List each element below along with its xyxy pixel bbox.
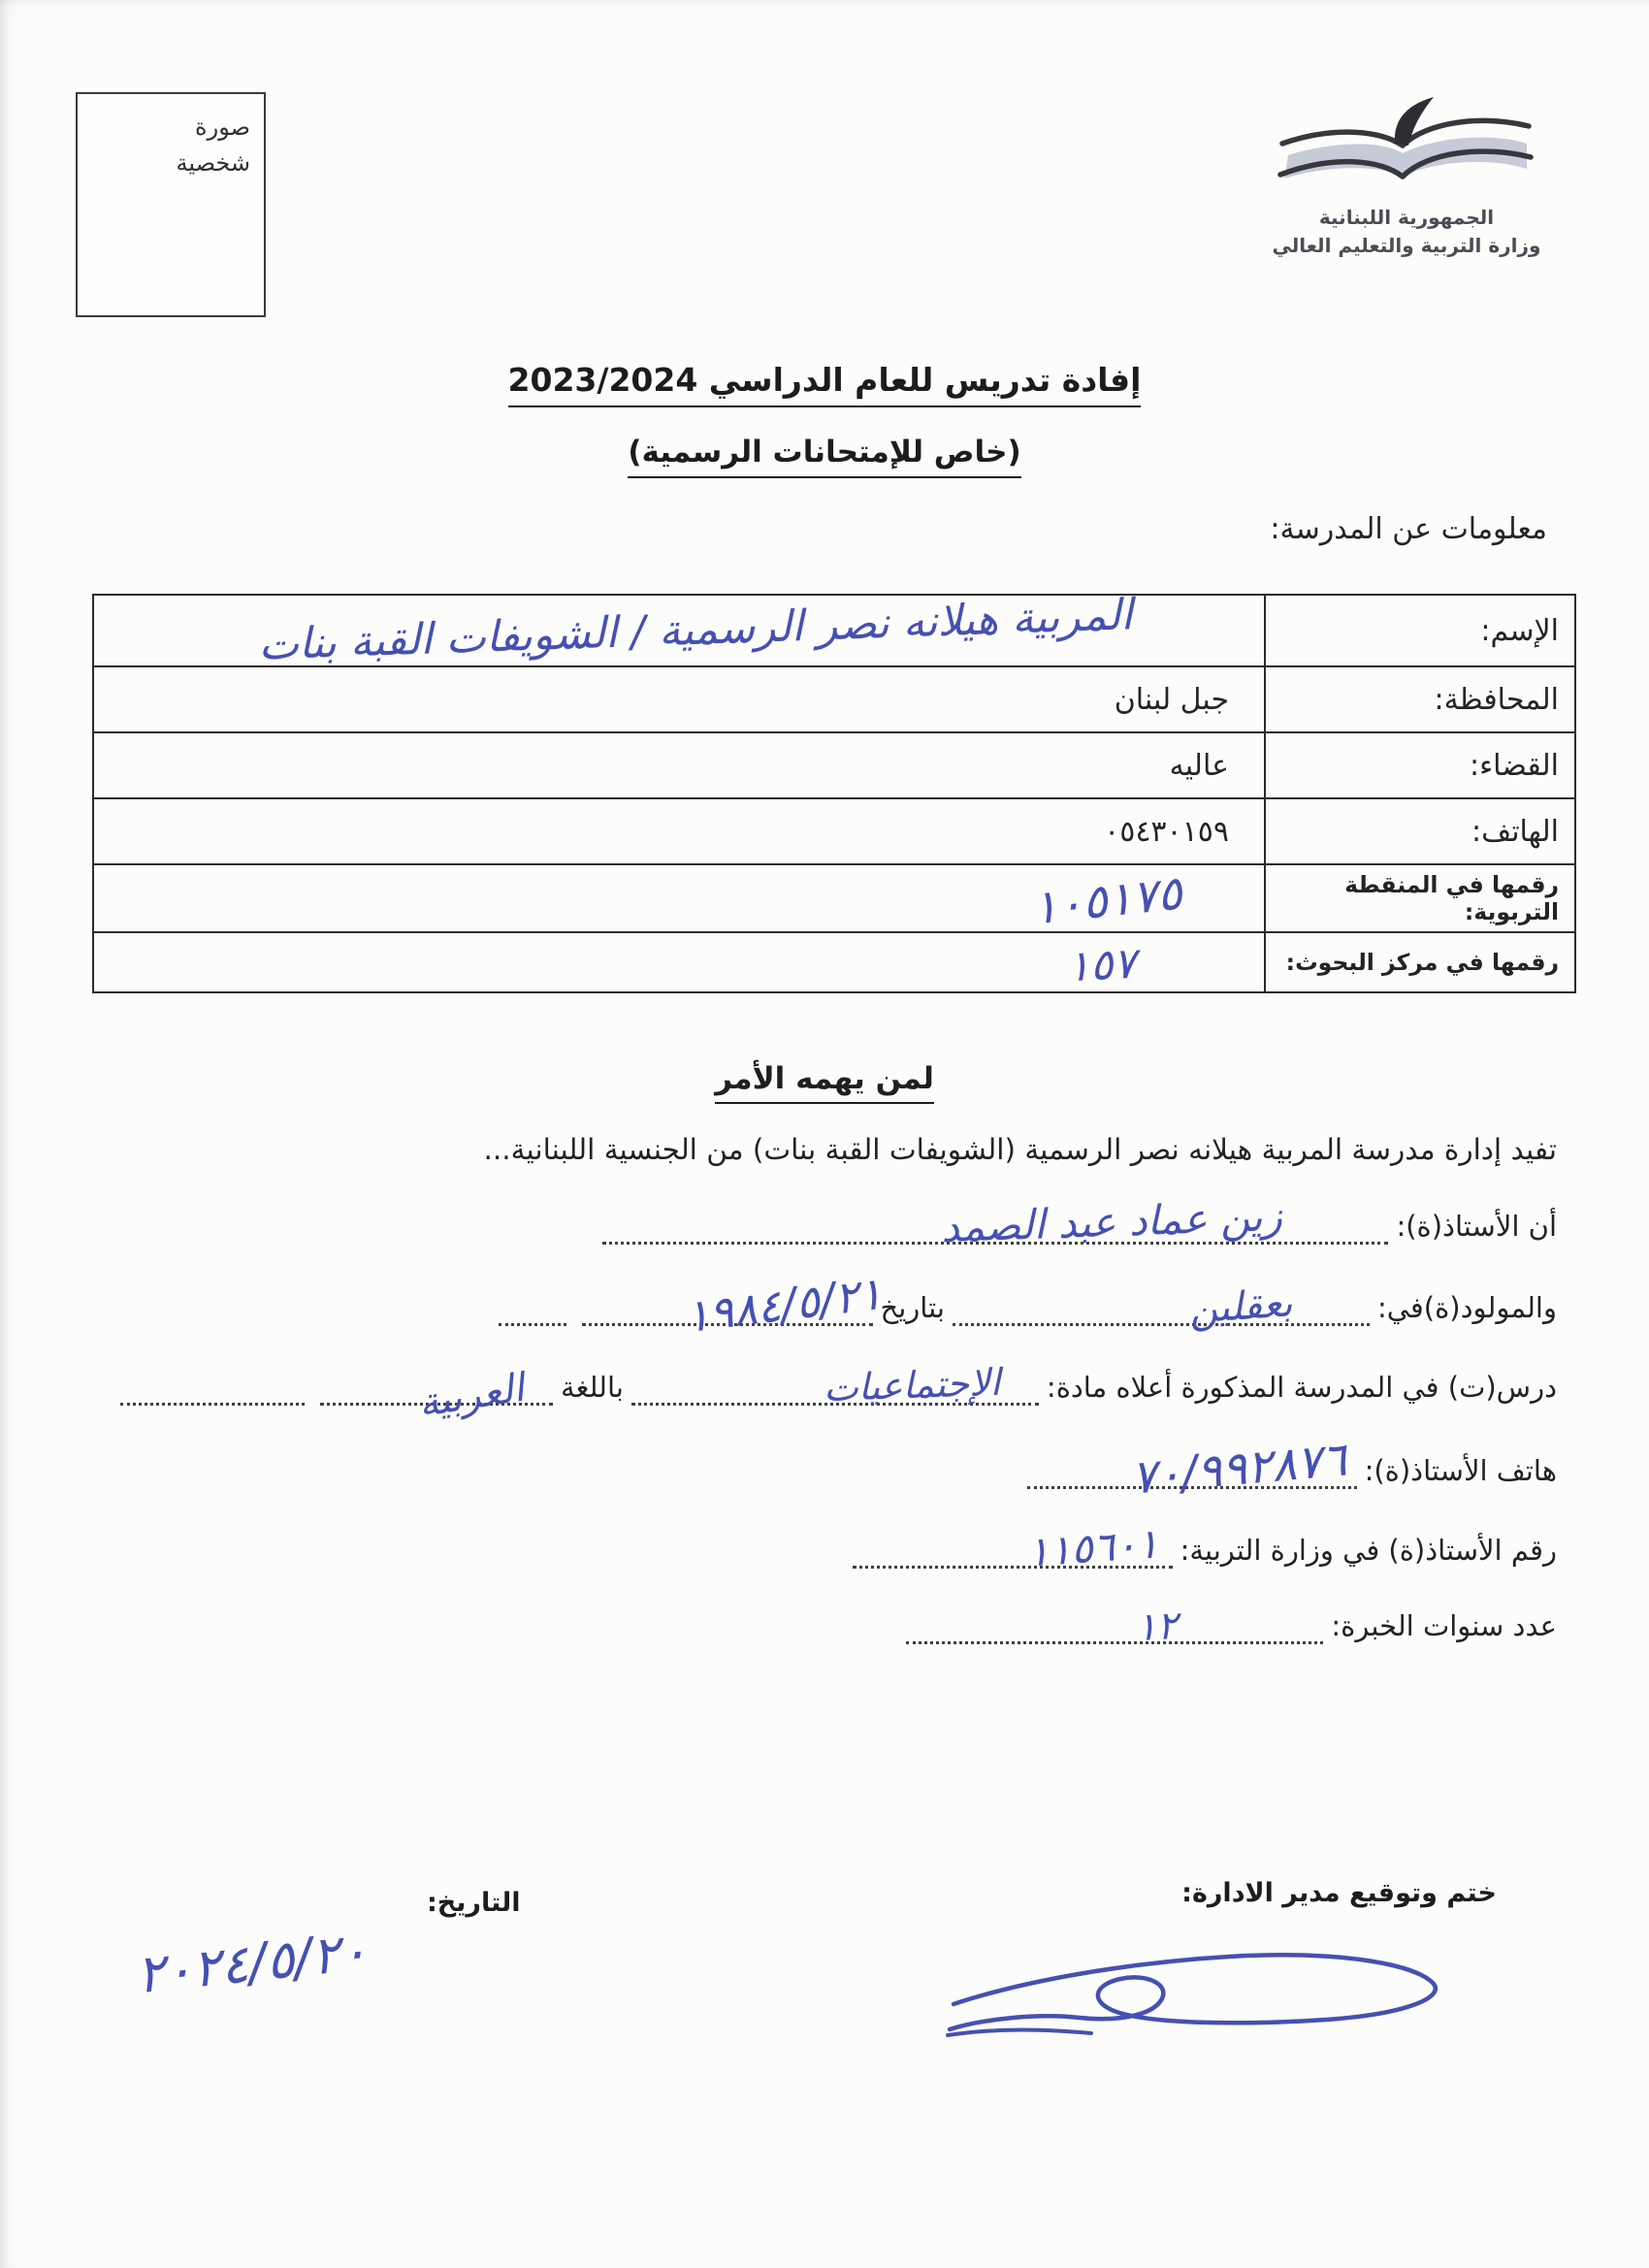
row-value-governorate: جبل لبنان: [93, 666, 1265, 732]
certification-intro-line: تفيد إدارة مدرسة المربية هيلانه نصر الرسمية (الشويفات القبة بنات) من الجنسية اللبنانية...: [483, 1133, 1557, 1166]
ministry-logo-block: [1256, 95, 1557, 260]
experience-label: عدد سنوات الخبرة:: [1331, 1609, 1557, 1642]
ministry-number-label: رقم الأستاذ(ة) في وزارة التربية:: [1180, 1534, 1557, 1567]
handwritten-research-number: ١٥٧: [1065, 938, 1138, 991]
experience-line: [58, 1603, 1557, 1651]
row-label-district: القضاء:: [1265, 732, 1575, 798]
table-row: [93, 932, 1575, 992]
document-title: إفادة تدريس للعام الدراسي 2023/2024: [0, 361, 1649, 399]
teacher-phone-label: هاتف الأستاذ(ة):: [1364, 1454, 1557, 1487]
handwritten-language: العربية: [414, 1365, 527, 1427]
republic-name: الجمهورية اللبنانية: [1318, 206, 1495, 229]
language-blank: [320, 1365, 553, 1427]
handwritten-experience-years: ١٢: [1135, 1603, 1180, 1651]
ministry-number-blank: [853, 1519, 1173, 1576]
ministry-name: وزارة التربية والتعليم العالي: [1272, 234, 1541, 257]
birth-place-label: والمولود(ة)في:: [1376, 1291, 1557, 1324]
subject-blank: [631, 1360, 1039, 1410]
row-label-educational-zone-number: رقمها في المنقطة التربوية:: [1265, 864, 1575, 932]
handwritten-birth-date: ١٩٨٤/٥/٢١: [682, 1266, 886, 1344]
birth-line-trailing-dots: [499, 1290, 566, 1326]
handwritten-teacher-name: زين عماد عبد الصمد: [939, 1191, 1283, 1252]
ministry-number-line: [58, 1519, 1557, 1576]
row-value-educational-zone-number: [93, 864, 1265, 936]
teacher-name-blank: [602, 1191, 1388, 1252]
subject-line: [58, 1360, 1557, 1427]
experience-blank: [906, 1603, 1323, 1651]
date-label: التاريخ:: [427, 1888, 521, 1918]
birth-date-label: بتاريخ: [880, 1291, 945, 1324]
handwritten-ministry-number: ١١٥٦٠١: [1025, 1519, 1161, 1576]
photo-placeholder-box: [76, 92, 266, 317]
handwritten-subject: الإجتماعيات: [822, 1360, 1001, 1410]
teacher-name-line: [58, 1191, 1557, 1252]
teacher-phone-blank: [1027, 1432, 1357, 1506]
subject-label: درس(ت) في المدرسة المذكورة أعلاه مادة:: [1046, 1371, 1557, 1404]
subject-line-trailing-dots: [120, 1370, 305, 1406]
language-label: باللغة: [561, 1371, 624, 1404]
row-value-name: [93, 589, 1265, 670]
handwritten-zone-number: ١٠٥١٧٥: [1029, 865, 1185, 936]
handwritten-date: ٢٠٢٤/٥/٢٠: [133, 1920, 372, 2006]
table-row: [93, 666, 1575, 732]
birth-place-blank: [953, 1280, 1370, 1333]
director-signature-icon: [946, 1921, 1450, 2046]
table-row: [93, 595, 1575, 666]
handwritten-school-name: المربية هيلانه نصر الرسمية / الشويفات القبة بنات: [257, 589, 1134, 670]
handwritten-birth-place: بعقلين: [1187, 1280, 1294, 1333]
table-row: [93, 864, 1575, 932]
stamp-signature-label: ختم وتوقيع مدير الادارة:: [1181, 1878, 1497, 1908]
birth-line: [58, 1266, 1557, 1344]
document-subtitle: (خاص للإمتحانات الرسمية): [0, 435, 1649, 470]
school-info-table: [92, 589, 1576, 993]
teacher-name-label: أن الأستاذ(ة):: [1396, 1210, 1557, 1243]
open-book-logo-icon: [1256, 95, 1557, 204]
row-label-governorate: المحافظة:: [1265, 666, 1575, 732]
row-value-research-center-number: [93, 932, 1265, 992]
row-value-phone: ٠٥٤٣٠١٥٩: [93, 798, 1265, 864]
table-row: [93, 732, 1575, 798]
row-label-research-center-number: رقمها في مركز البحوث:: [1265, 932, 1575, 992]
section-heading: لمن يهمه الأمر: [0, 1061, 1649, 1096]
handwritten-teacher-phone: ٧٠/٩٩٢٨٧٦: [1129, 1432, 1349, 1506]
teacher-phone-line: [58, 1432, 1557, 1506]
row-label-phone: الهاتف:: [1265, 798, 1575, 864]
birth-date-blank: [582, 1266, 886, 1344]
photo-placeholder-text: [176, 110, 250, 181]
photo-text-line2: شخصية: [176, 149, 250, 178]
row-label-name: الإسم:: [1265, 595, 1575, 666]
row-value-district: عاليه: [93, 732, 1265, 798]
table-row: [93, 798, 1575, 864]
school-info-heading: معلومات عن المدرسة:: [1270, 512, 1547, 546]
photo-text-line1: صورة: [195, 113, 250, 141]
